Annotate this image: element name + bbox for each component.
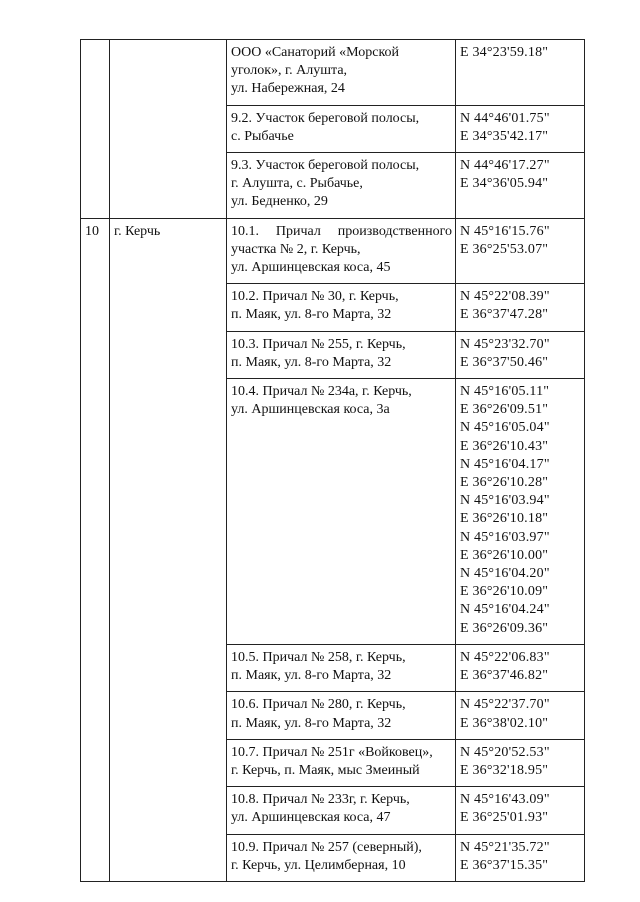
coordinate-value: E 36°37'46.82" — [460, 668, 549, 684]
coordinate-value: E 36°38'02.10" — [460, 715, 549, 731]
coordinate-value: E 36°25'53.07" — [460, 241, 549, 257]
city-cell — [110, 40, 227, 219]
row-number: 10 — [85, 223, 99, 239]
place-line: 10.9. Причал № 257 (северный), — [231, 839, 422, 855]
coords-cell — [456, 40, 585, 106]
coordinate-value: E 36°25'01.93" — [460, 810, 549, 826]
place-cell — [227, 379, 456, 645]
coordinate-value: E 34°23'59.18" — [460, 45, 549, 60]
place-line: участка № 2, г. Керчь, — [231, 241, 361, 257]
place-line: ул. Бедненко, 29 — [231, 194, 328, 210]
table-row — [81, 40, 585, 106]
place-line: 10.6. Причал № 280, г. Керчь, — [231, 697, 406, 713]
coordinate-value: E 34°36'05.94" — [460, 176, 549, 192]
coordinate-value: E 36°26'09.36" — [460, 620, 549, 636]
coordinate-value: N 45°16'04.17" — [460, 456, 550, 472]
place-line: п. Маяк, ул. 8-го Марта, 32 — [231, 307, 392, 323]
place-line: 10.2. Причал № 30, г. Керчь, — [231, 289, 399, 305]
coordinate-value: E 36°32'18.95" — [460, 762, 549, 778]
city-cell — [110, 218, 227, 881]
coordinate-value: E 34°35'42.17" — [460, 128, 549, 144]
coordinate-value: N 45°16'15.76" — [460, 223, 550, 239]
coordinate-value: N 45°16'43.09" — [460, 792, 550, 808]
place-line: уголок», г. Алушта, — [231, 63, 348, 79]
coordinate-value: E 36°26'10.00" — [460, 547, 549, 563]
place-line: ул. Аршинцевская коса, 3а — [231, 402, 390, 418]
place-line: п. Маяк, ул. 8-го Марта, 32 — [231, 354, 392, 370]
place-line: с. Рыбачье — [231, 128, 294, 144]
place-line: 10.7. Причал № 251г «Войковец», — [231, 744, 433, 760]
coordinate-value: N 45°16'03.94" — [460, 493, 550, 509]
place-line: ул. Аршинцевская коса, 47 — [231, 810, 391, 826]
coordinate-value: N 45°16'05.11" — [460, 384, 550, 400]
place-cell — [227, 787, 456, 834]
coordinate-value: N 45°16'03.97" — [460, 529, 550, 545]
place-cell — [227, 692, 456, 739]
coordinate-value: N 45°21'35.72" — [460, 839, 550, 855]
place-cell — [227, 40, 456, 106]
place-cell — [227, 218, 456, 284]
place-cell — [227, 105, 456, 152]
coordinate-value: E 36°26'09.51" — [460, 402, 549, 418]
coords-cell — [456, 153, 585, 219]
coordinate-value: N 44°46'17.27" — [460, 158, 550, 174]
coords-cell — [456, 787, 585, 834]
place-cell — [227, 284, 456, 331]
coordinate-value: N 45°20'52.53" — [460, 744, 550, 760]
place-line: 9.2. Участок береговой полосы, — [231, 110, 420, 126]
table-body — [81, 40, 585, 882]
coordinate-value: N 45°16'05.04" — [460, 420, 550, 436]
coordinate-value: E 36°37'47.28" — [460, 307, 549, 323]
place-line: ул. Набережная, 24 — [231, 81, 345, 97]
coordinate-value: E 36°26'10.43" — [460, 438, 549, 454]
place-line: ул. Аршинцевская коса, 45 — [231, 260, 391, 276]
coords-cell — [456, 739, 585, 786]
place-line: 10.5. Причал № 258, г. Керчь, — [231, 649, 406, 665]
coordinate-value: N 45°22'37.70" — [460, 697, 550, 713]
place-line: ООО «Санаторий «Морской — [231, 45, 400, 60]
place-cell — [227, 644, 456, 691]
row-number-cell — [81, 40, 110, 219]
place-cell — [227, 331, 456, 378]
coordinate-value: N 45°22'06.83" — [460, 649, 550, 665]
coordinate-value: E 36°37'15.35" — [460, 857, 549, 873]
city-name: г. Керчь — [114, 223, 161, 239]
coords-cell — [456, 284, 585, 331]
row-number-cell — [81, 218, 110, 881]
place-line: п. Маяк, ул. 8-го Марта, 32 — [231, 715, 392, 731]
place-line: г. Керчь, п. Маяк, мыс Змеиный — [231, 762, 420, 778]
coordinate-value: E 36°26'10.28" — [460, 475, 549, 491]
place-line: 10.1. Причал производственного — [231, 223, 452, 239]
place-line: 10.3. Причал № 255, г. Керчь, — [231, 336, 406, 352]
place-line: 10.4. Причал № 234а, г. Керчь, — [231, 384, 412, 400]
coords-cell — [456, 105, 585, 152]
coords-cell — [456, 379, 585, 645]
place-line: 9.3. Участок береговой полосы, — [231, 158, 420, 174]
place-line: г. Керчь, ул. Целимберная, 10 — [231, 857, 406, 873]
coords-cell — [456, 644, 585, 691]
coords-cell — [456, 218, 585, 284]
coordinate-value: N 45°16'04.24" — [460, 602, 550, 618]
place-cell — [227, 153, 456, 219]
coordinates-table — [80, 39, 585, 882]
place-cell — [227, 739, 456, 786]
place-cell — [227, 834, 456, 881]
coordinate-value: N 45°22'08.39" — [460, 289, 550, 305]
place-line: 10.8. Причал № 233г, г. Керчь, — [231, 792, 410, 808]
coordinate-value: E 36°26'10.09" — [460, 584, 549, 600]
table-row — [81, 218, 585, 284]
coordinate-value: N 45°16'04.20" — [460, 566, 550, 582]
coords-cell — [456, 692, 585, 739]
coords-cell — [456, 331, 585, 378]
coordinate-value: E 36°37'50.46" — [460, 354, 549, 370]
coordinate-value: E 36°26'10.18" — [460, 511, 549, 527]
coordinate-value: N 44°46'01.75" — [460, 110, 550, 126]
place-line: п. Маяк, ул. 8-го Марта, 32 — [231, 668, 392, 684]
coordinate-value: N 45°23'32.70" — [460, 336, 550, 352]
place-line: г. Алушта, с. Рыбачье, — [231, 176, 363, 192]
coords-cell — [456, 834, 585, 881]
